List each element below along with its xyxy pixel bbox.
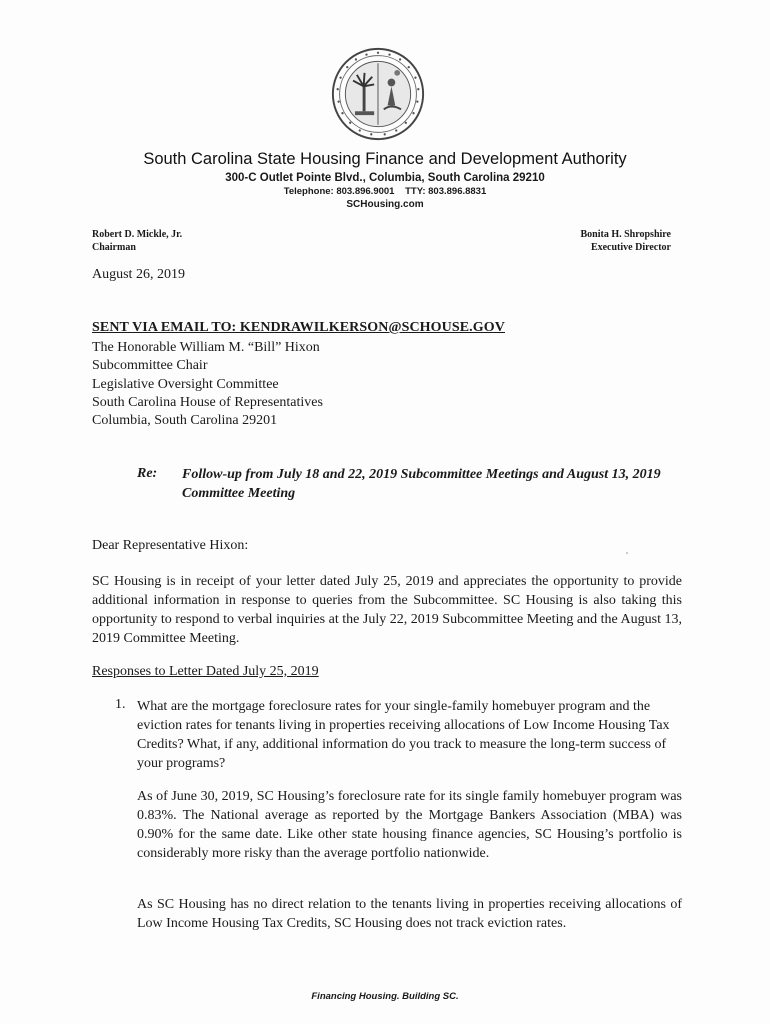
re-label: Re: — [137, 466, 158, 481]
answer-1-paragraph: As of June 30, 2019, SC Housing’s foreclosure rate for its single family homebuyer program was 0.83%. The National average as reported by the Mortgage Bankers Association (MBA) was 0.90% for the same date. Like other state housing finance agencies, SC Housing’s portfolio is considerably more risky than the average portfolio nationwide. — [137, 789, 682, 861]
director-name: Bonita H. Shropshire — [580, 229, 671, 240]
footer-tagline: Financing Housing. Building SC. — [311, 991, 459, 1002]
telephone-number: Telephone: 803.896.9001 — [283, 186, 395, 197]
agency-website: SCHousing.com — [346, 199, 424, 210]
intro-paragraph: SC Housing is in receipt of your letter dated July 25, 2019 and appreciates the opportunity to provide additional information in response to queries from the Subcommittee. SC Housing is also taking this opportunity to respond to verbal inquiries at the July 22, 2019 Subcommittee Meeting and the August 13, 2019 Committee Meeting. — [92, 574, 682, 646]
sent-via-line: SENT VIA EMAIL TO: KENDRAWILKERSON@SCHOUSE.GOV — [92, 320, 505, 335]
scan-speck — [626, 552, 628, 554]
re-subject: Follow-up from July 18 and 22, 2019 Subcommittee Meetings and August 13, 2019 Committee Meeting — [182, 467, 661, 501]
section-heading: Responses to Letter Dated July 25, 2019 — [92, 664, 319, 679]
recipient-line: Columbia, South Carolina 29201 — [92, 413, 278, 429]
chairman-block — [92, 228, 182, 254]
chairman-name: Robert D. Mickle, Jr. — [92, 229, 183, 240]
director-title: Executive Director — [590, 242, 671, 253]
tty-number: TTY: 803.896.8831 — [405, 186, 487, 197]
executive-director-block — [581, 228, 672, 254]
letter-date: August 26, 2019 — [92, 267, 185, 282]
recipient-address — [92, 339, 323, 430]
chairman-title: Chairman — [92, 242, 136, 253]
recipient-line: The Honorable William M. “Bill” Hixon — [92, 340, 320, 355]
agency-address: 300-C Outlet Pointe Blvd., Columbia, South Carolina 29210 — [225, 172, 545, 184]
question-1: What are the mortgage foreclosure rates for your single-family homebuyer program and the eviction rates for tenants living in properties receiving allocations of Low Income Housing Tax Credits? What, if any, additional information do you track to measure the long-term success of your programs? — [137, 699, 670, 771]
agency-phone-line — [0, 186, 770, 197]
recipient-line: Legislative Oversight Committee — [92, 376, 279, 392]
recipient-line: Subcommittee Chair — [92, 358, 208, 374]
salutation: Dear Representative Hixon: — [92, 538, 249, 553]
agency-name: South Carolina State Housing Finance and Development Authority — [143, 150, 627, 168]
answer-2-paragraph: As SC Housing has no direct relation to the tenants living in properties receiving allocations of Low Income Housing Tax Credits, SC Housing does not track eviction rates. — [137, 897, 682, 931]
question-number: 1. — [115, 697, 126, 712]
recipient-line: South Carolina House of Representatives — [92, 394, 323, 410]
state-seal-icon — [330, 46, 426, 142]
